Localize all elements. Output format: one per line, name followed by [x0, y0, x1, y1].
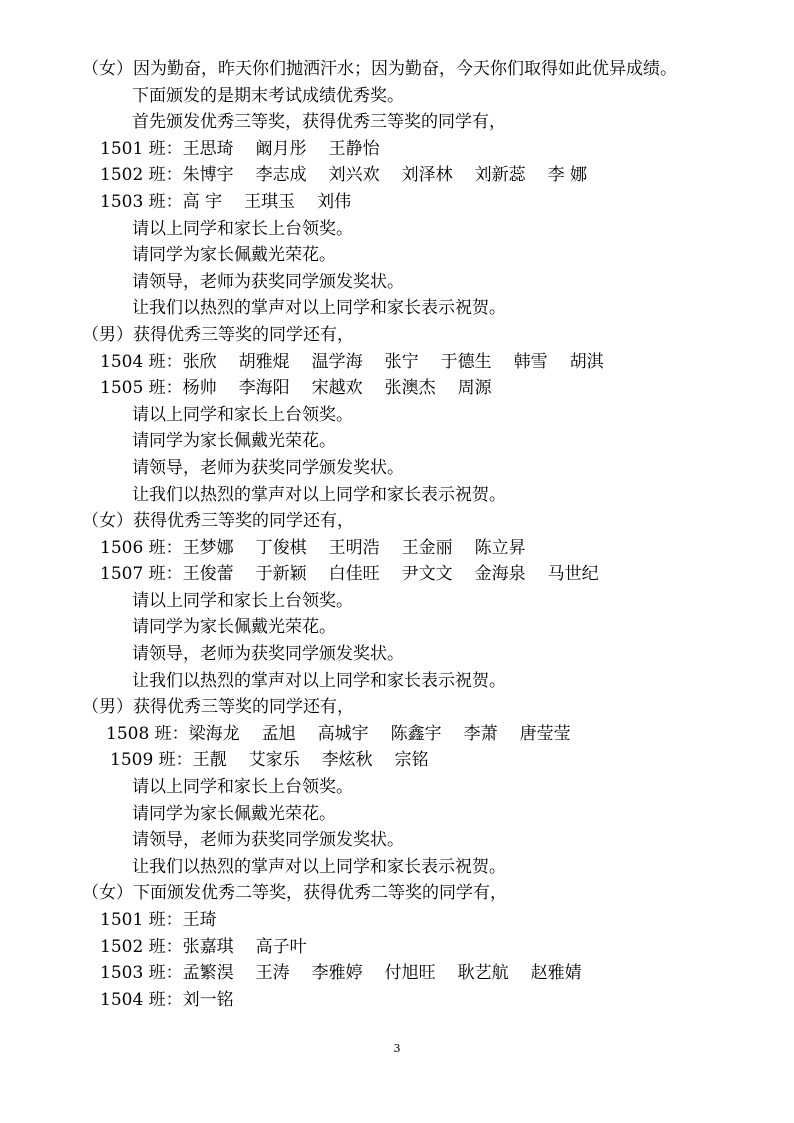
student-name: 阚月彤	[255, 138, 307, 159]
script-line: 让我们以热烈的掌声对以上同学和家长表示祝贺。	[132, 298, 506, 319]
speaker-line: （女）因为勤奋，昨天你们抛洒汗水；因为勤奋，今天你们取得如此优异成绩。	[82, 59, 677, 79]
script-line: 请领导，老师为获奖同学颁发奖状。	[132, 271, 404, 292]
class-award-line	[0, 561, 794, 588]
script-line: 请以上同学和家长上台领奖。	[132, 218, 353, 239]
class-label: 1503 班：	[100, 963, 183, 984]
class-label: 1507 班：	[100, 564, 183, 585]
script-line: 请领导，老师为获奖同学颁发奖状。	[132, 457, 404, 478]
student-name: 王靓	[192, 750, 227, 771]
page-number: 3	[393, 1042, 401, 1055]
student-name: 梁海龙	[188, 723, 240, 744]
speaker-line: （女）下面颁发优秀二等奖，获得优秀二等奖的同学有，	[82, 883, 507, 904]
script-line: 请同学为家长佩戴光荣花。	[132, 245, 336, 266]
student-name: 张欣	[182, 351, 217, 372]
student-name: 艾家乐	[248, 750, 300, 771]
speaker-line: （男）获得优秀三等奖的同学还有，	[82, 697, 354, 718]
student-name: 唐莹莹	[519, 723, 571, 744]
student-name: 王俊蕾	[182, 564, 234, 585]
student-name: 温学海	[311, 351, 363, 372]
student-name: 马世纪	[547, 564, 599, 585]
class-label: 1501 班：	[100, 910, 183, 930]
script-line: 请同学为家长佩戴光荣花。	[132, 803, 336, 824]
class-award-line	[0, 349, 794, 376]
class-label: 1509 班：	[110, 750, 193, 771]
student-name: 杨帅	[182, 378, 217, 399]
class-label: 1508 班：	[106, 723, 189, 744]
student-name: 胡雅焜	[238, 351, 290, 372]
class-award-line	[0, 907, 794, 934]
script-line: 让我们以热烈的掌声对以上同学和家长表示祝贺。	[132, 856, 506, 877]
class-label: 1506 班：	[100, 537, 183, 558]
student-name: 王思琦	[182, 138, 234, 159]
student-name: 宗铭	[394, 750, 429, 771]
student-name: 刘一铭	[182, 989, 234, 1010]
class-label: 1502 班：	[100, 936, 183, 957]
class-label: 1504 班：	[100, 989, 183, 1010]
class-award-line	[0, 747, 794, 774]
script-line: 请同学为家长佩戴光荣花。	[132, 431, 336, 452]
student-name: 王涛	[255, 963, 290, 984]
student-name: 胡淇	[569, 351, 604, 372]
script-line: 请领导，老师为获奖同学颁发奖状。	[132, 830, 404, 851]
student-name: 丁俊棋	[255, 537, 307, 558]
class-award-line	[0, 721, 794, 748]
student-name: 周源	[457, 378, 492, 399]
student-name: 李海阳	[238, 378, 290, 399]
class-label: 1505 班：	[100, 378, 183, 399]
student-name: 孟繁淏	[182, 963, 234, 984]
speaker-line: （女）获得优秀三等奖的同学还有，	[82, 511, 354, 532]
student-name: 李雅婷	[311, 963, 363, 984]
student-name: 高城宇	[317, 723, 369, 744]
student-name: 张宁	[384, 351, 419, 372]
student-name: 高子叶	[255, 936, 307, 957]
student-name: 李志成	[255, 165, 307, 186]
student-name: 刘兴欢	[328, 165, 380, 186]
class-label: 1503 班：	[100, 191, 183, 212]
script-line: 下面颁发的是期末考试成绩优秀奖。	[132, 85, 404, 106]
student-name: 刘伟	[317, 191, 352, 212]
student-name: 陈鑫宇	[390, 723, 442, 744]
class-award-line	[0, 162, 794, 189]
student-name: 尹文文	[401, 564, 453, 585]
script-line: 首先颁发优秀三等奖，获得优秀三等奖的同学有，	[132, 112, 506, 133]
script-line: 请以上同学和家长上台领奖。	[132, 777, 353, 798]
script-line: 让我们以热烈的掌声对以上同学和家长表示祝贺。	[132, 670, 506, 691]
class-award-line	[0, 189, 794, 216]
student-name: 刘泽林	[401, 165, 453, 186]
student-name: 张嘉琪	[182, 936, 234, 957]
student-name: 张澳杰	[384, 378, 436, 399]
student-name: 韩雪	[513, 351, 548, 372]
student-name: 王琪玉	[244, 191, 296, 212]
script-line: 请领导，老师为获奖同学颁发奖状。	[132, 644, 404, 665]
student-name: 赵雅婧	[530, 963, 582, 984]
script-line: 请以上同学和家长上台领奖。	[132, 404, 353, 425]
student-name: 刘新蕊	[474, 165, 526, 186]
student-name: 李萧	[463, 723, 498, 744]
class-award-line	[0, 987, 794, 1014]
student-name: 朱博宇	[182, 165, 234, 186]
script-line: 请同学为家长佩戴光荣花。	[132, 617, 336, 638]
script-line: 请以上同学和家长上台领奖。	[132, 590, 353, 611]
student-name: 于德生	[440, 351, 492, 372]
student-name: 陈立昇	[474, 537, 526, 558]
class-award-line	[0, 136, 794, 163]
student-name: 金海泉	[474, 564, 526, 585]
script-line: 让我们以热烈的掌声对以上同学和家长表示祝贺。	[132, 484, 506, 505]
student-name: 王琦	[182, 910, 217, 930]
student-name: 李 娜	[547, 165, 588, 186]
student-name: 于新颖	[255, 564, 307, 585]
student-name: 耿艺航	[457, 963, 509, 984]
speaker-line: （男）获得优秀三等奖的同学还有，	[82, 324, 354, 345]
document-body	[0, 56, 794, 1013]
class-label: 1501 班：	[100, 138, 183, 159]
student-name: 李炫秋	[321, 750, 373, 771]
class-award-line	[0, 934, 794, 961]
class-label: 1502 班：	[100, 165, 183, 186]
class-award-line	[0, 535, 794, 562]
student-name: 王金丽	[401, 537, 453, 558]
student-name: 王明浩	[328, 537, 380, 558]
student-name: 付旭旺	[384, 963, 436, 984]
class-award-line	[0, 375, 794, 402]
class-label: 1504 班：	[100, 351, 183, 372]
student-name: 宋越欢	[311, 378, 363, 399]
student-name: 白佳旺	[328, 564, 380, 585]
student-name: 王静怡	[328, 138, 380, 159]
student-name: 王梦娜	[182, 537, 234, 558]
class-award-line	[0, 960, 794, 987]
student-name: 高 宇	[182, 191, 223, 212]
student-name: 孟旭	[261, 723, 296, 744]
